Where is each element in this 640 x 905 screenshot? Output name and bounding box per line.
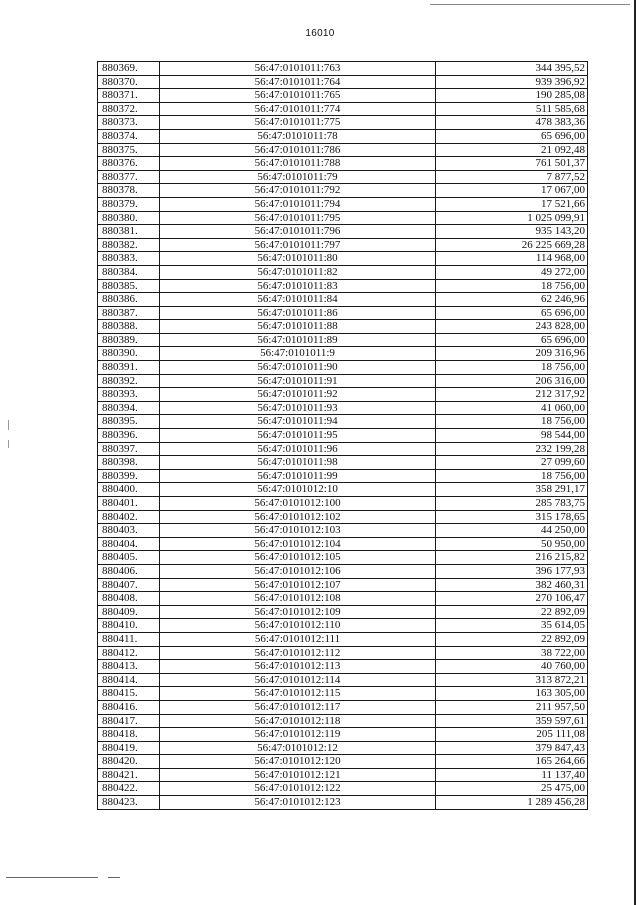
cadastral-number-cell: 56:47:0101011:764 [160, 75, 436, 89]
value-cell: 165 264,66 [436, 755, 588, 769]
cadastral-number-cell: 56:47:0101012:120 [160, 755, 436, 769]
row-number-cell: 880393. [98, 388, 160, 402]
table-row [98, 333, 588, 347]
cadastral-number-cell: 56:47:0101012:122 [160, 782, 436, 796]
cadastral-value-table [97, 61, 588, 810]
table-row [98, 728, 588, 742]
value-cell: 1 289 456,28 [436, 796, 588, 810]
table-row [98, 592, 588, 606]
table-row [98, 116, 588, 130]
table-row [98, 89, 588, 103]
table-row [98, 279, 588, 293]
row-number-cell: 880391. [98, 361, 160, 375]
cadastral-number-cell: 56:47:0101011:91 [160, 374, 436, 388]
value-cell: 18 756,00 [436, 361, 588, 375]
table-row [98, 252, 588, 266]
value-cell: 232 199,28 [436, 442, 588, 456]
cadastral-number-cell: 56:47:0101011:99 [160, 469, 436, 483]
value-cell: 285 783,75 [436, 497, 588, 511]
table-row [98, 483, 588, 497]
row-number-cell: 880392. [98, 374, 160, 388]
value-cell: 44 250,00 [436, 524, 588, 538]
row-number-cell: 880375. [98, 143, 160, 157]
bottom-rule [6, 877, 98, 878]
row-number-cell: 880372. [98, 102, 160, 116]
table-row [98, 714, 588, 728]
value-cell: 761 501,37 [436, 157, 588, 171]
row-number-cell: 880370. [98, 75, 160, 89]
table-row [98, 265, 588, 279]
cadastral-number-cell: 56:47:0101011:89 [160, 333, 436, 347]
table-body [98, 62, 588, 810]
table-row [98, 170, 588, 184]
row-number-cell: 880390. [98, 347, 160, 361]
cadastral-number-cell: 56:47:0101011:80 [160, 252, 436, 266]
value-cell: 205 111,08 [436, 728, 588, 742]
value-cell: 18 756,00 [436, 279, 588, 293]
table-row [98, 741, 588, 755]
table-row [98, 782, 588, 796]
value-cell: 1 025 099,91 [436, 211, 588, 225]
cadastral-number-cell: 56:47:0101011:88 [160, 320, 436, 334]
cadastral-number-cell: 56:47:0101012:12 [160, 741, 436, 755]
table-row [98, 211, 588, 225]
row-number-cell: 880388. [98, 320, 160, 334]
row-number-cell: 880395. [98, 415, 160, 429]
table-row [98, 102, 588, 116]
value-cell: 17 521,66 [436, 197, 588, 211]
value-cell: 358 291,17 [436, 483, 588, 497]
cadastral-number-cell: 56:47:0101011:797 [160, 238, 436, 252]
value-cell: 209 316,96 [436, 347, 588, 361]
edge-mark [8, 420, 9, 430]
row-number-cell: 880411. [98, 632, 160, 646]
row-number-cell: 880377. [98, 170, 160, 184]
row-number-cell: 880384. [98, 265, 160, 279]
cadastral-number-cell: 56:47:0101012:113 [160, 660, 436, 674]
table-row [98, 497, 588, 511]
cadastral-number-cell: 56:47:0101011:774 [160, 102, 436, 116]
table-row [98, 238, 588, 252]
value-cell: 62 246,96 [436, 293, 588, 307]
cadastral-number-cell: 56:47:0101012:102 [160, 510, 436, 524]
table-row [98, 62, 588, 76]
cadastral-number-cell: 56:47:0101012:121 [160, 768, 436, 782]
cadastral-number-cell: 56:47:0101011:82 [160, 265, 436, 279]
cadastral-number-cell: 56:47:0101012:118 [160, 714, 436, 728]
table-row [98, 551, 588, 565]
table-row [98, 456, 588, 470]
top-rule [430, 4, 630, 5]
value-cell: 38 722,00 [436, 646, 588, 660]
row-number-cell: 880408. [98, 592, 160, 606]
table-row [98, 537, 588, 551]
cadastral-number-cell: 56:47:0101011:98 [160, 456, 436, 470]
row-number-cell: 880389. [98, 333, 160, 347]
row-number-cell: 880417. [98, 714, 160, 728]
cadastral-number-cell: 56:47:0101011:78 [160, 129, 436, 143]
table-row [98, 605, 588, 619]
value-cell: 40 760,00 [436, 660, 588, 674]
table-row [98, 374, 588, 388]
row-number-cell: 880414. [98, 673, 160, 687]
row-number-cell: 880371. [98, 89, 160, 103]
value-cell: 313 872,21 [436, 673, 588, 687]
table-row [98, 388, 588, 402]
row-number-cell: 880374. [98, 129, 160, 143]
value-cell: 382 460,31 [436, 578, 588, 592]
cadastral-number-cell: 56:47:0101012:106 [160, 564, 436, 578]
table-row [98, 510, 588, 524]
row-number-cell: 880386. [98, 293, 160, 307]
value-cell: 935 143,20 [436, 225, 588, 239]
cadastral-number-cell: 56:47:0101012:103 [160, 524, 436, 538]
row-number-cell: 880401. [98, 497, 160, 511]
row-number-cell: 880420. [98, 755, 160, 769]
cadastral-number-cell: 56:47:0101011:90 [160, 361, 436, 375]
row-number-cell: 880400. [98, 483, 160, 497]
row-number-cell: 880398. [98, 456, 160, 470]
table-row [98, 469, 588, 483]
row-number-cell: 880380. [98, 211, 160, 225]
cadastral-number-cell: 56:47:0101011:95 [160, 429, 436, 443]
row-number-cell: 880385. [98, 279, 160, 293]
table-row [98, 687, 588, 701]
value-cell: 98 544,00 [436, 429, 588, 443]
value-cell: 212 317,92 [436, 388, 588, 402]
table-row [98, 293, 588, 307]
row-number-cell: 880416. [98, 700, 160, 714]
cadastral-number-cell: 56:47:0101011:92 [160, 388, 436, 402]
row-number-cell: 880418. [98, 728, 160, 742]
cadastral-number-cell: 56:47:0101011:94 [160, 415, 436, 429]
row-number-cell: 880378. [98, 184, 160, 198]
cadastral-number-cell: 56:47:0101011:796 [160, 225, 436, 239]
row-number-cell: 880421. [98, 768, 160, 782]
table-row [98, 129, 588, 143]
value-cell: 18 756,00 [436, 469, 588, 483]
table-row [98, 401, 588, 415]
table-row [98, 361, 588, 375]
value-cell: 49 272,00 [436, 265, 588, 279]
table-row [98, 347, 588, 361]
page-number: 16010 [305, 28, 335, 39]
table-row [98, 673, 588, 687]
value-cell: 114 968,00 [436, 252, 588, 266]
table-row [98, 524, 588, 538]
cadastral-number-cell: 56:47:0101012:10 [160, 483, 436, 497]
value-cell: 359 597,61 [436, 714, 588, 728]
table-row [98, 578, 588, 592]
cadastral-number-cell: 56:47:0101012:100 [160, 497, 436, 511]
value-cell: 939 396,92 [436, 75, 588, 89]
row-number-cell: 880379. [98, 197, 160, 211]
value-cell: 65 696,00 [436, 306, 588, 320]
value-cell: 18 756,00 [436, 415, 588, 429]
row-number-cell: 880405. [98, 551, 160, 565]
row-number-cell: 880415. [98, 687, 160, 701]
value-cell: 7 877,52 [436, 170, 588, 184]
value-cell: 270 106,47 [436, 592, 588, 606]
cadastral-number-cell: 56:47:0101012:115 [160, 687, 436, 701]
table-row [98, 429, 588, 443]
value-cell: 21 092,48 [436, 143, 588, 157]
row-number-cell: 880382. [98, 238, 160, 252]
cadastral-number-cell: 56:47:0101011:9 [160, 347, 436, 361]
table-row [98, 700, 588, 714]
value-cell: 25 475,00 [436, 782, 588, 796]
cadastral-number-cell: 56:47:0101011:775 [160, 116, 436, 130]
cadastral-number-cell: 56:47:0101011:788 [160, 157, 436, 171]
cadastral-number-cell: 56:47:0101012:108 [160, 592, 436, 606]
table-row [98, 225, 588, 239]
table-row [98, 660, 588, 674]
row-number-cell: 880402. [98, 510, 160, 524]
cadastral-number-cell: 56:47:0101011:83 [160, 279, 436, 293]
table-row [98, 184, 588, 198]
table-row [98, 796, 588, 810]
value-cell: 206 316,00 [436, 374, 588, 388]
cadastral-number-cell: 56:47:0101012:110 [160, 619, 436, 633]
row-number-cell: 880383. [98, 252, 160, 266]
value-cell: 17 067,00 [436, 184, 588, 198]
table-row [98, 75, 588, 89]
cadastral-number-cell: 56:47:0101011:786 [160, 143, 436, 157]
cadastral-number-cell: 56:47:0101012:123 [160, 796, 436, 810]
row-number-cell: 880381. [98, 225, 160, 239]
row-number-cell: 880394. [98, 401, 160, 415]
row-number-cell: 880403. [98, 524, 160, 538]
row-number-cell: 880412. [98, 646, 160, 660]
value-cell: 50 950,00 [436, 537, 588, 551]
row-number-cell: 880409. [98, 605, 160, 619]
value-cell: 315 178,65 [436, 510, 588, 524]
row-number-cell: 880396. [98, 429, 160, 443]
row-number-cell: 880423. [98, 796, 160, 810]
row-number-cell: 880410. [98, 619, 160, 633]
value-cell: 41 060,00 [436, 401, 588, 415]
cadastral-number-cell: 56:47:0101012:114 [160, 673, 436, 687]
value-cell: 11 137,40 [436, 768, 588, 782]
row-number-cell: 880369. [98, 62, 160, 76]
value-cell: 478 383,36 [436, 116, 588, 130]
edge-mark [8, 440, 9, 448]
value-cell: 22 892,09 [436, 632, 588, 646]
page-edge-shadow [634, 0, 636, 905]
value-cell: 22 892,09 [436, 605, 588, 619]
table-row [98, 632, 588, 646]
table-row [98, 320, 588, 334]
row-number-cell: 880399. [98, 469, 160, 483]
value-cell: 65 696,00 [436, 333, 588, 347]
cadastral-number-cell: 56:47:0101012:119 [160, 728, 436, 742]
cadastral-number-cell: 56:47:0101011:794 [160, 197, 436, 211]
table-row [98, 619, 588, 633]
row-number-cell: 880407. [98, 578, 160, 592]
value-cell: 216 215,82 [436, 551, 588, 565]
value-cell: 26 225 669,28 [436, 238, 588, 252]
row-number-cell: 880422. [98, 782, 160, 796]
cadastral-number-cell: 56:47:0101012:107 [160, 578, 436, 592]
row-number-cell: 880373. [98, 116, 160, 130]
cadastral-number-cell: 56:47:0101011:795 [160, 211, 436, 225]
table-row [98, 415, 588, 429]
value-cell: 27 099,60 [436, 456, 588, 470]
cadastral-number-cell: 56:47:0101011:84 [160, 293, 436, 307]
cadastral-number-cell: 56:47:0101012:109 [160, 605, 436, 619]
cadastral-number-cell: 56:47:0101011:765 [160, 89, 436, 103]
value-cell: 379 847,43 [436, 741, 588, 755]
table-row [98, 306, 588, 320]
value-cell: 190 285,08 [436, 89, 588, 103]
cadastral-number-cell: 56:47:0101011:792 [160, 184, 436, 198]
row-number-cell: 880397. [98, 442, 160, 456]
row-number-cell: 880406. [98, 564, 160, 578]
row-number-cell: 880376. [98, 157, 160, 171]
cadastral-number-cell: 56:47:0101011:96 [160, 442, 436, 456]
cadastral-number-cell: 56:47:0101011:86 [160, 306, 436, 320]
bottom-rule-short [108, 877, 120, 878]
cadastral-number-cell: 56:47:0101011:79 [160, 170, 436, 184]
cadastral-number-cell: 56:47:0101011:763 [160, 62, 436, 76]
value-cell: 243 828,00 [436, 320, 588, 334]
value-cell: 511 585,68 [436, 102, 588, 116]
table-row [98, 442, 588, 456]
value-cell: 396 177,93 [436, 564, 588, 578]
cadastral-number-cell: 56:47:0101011:93 [160, 401, 436, 415]
value-cell: 163 305,00 [436, 687, 588, 701]
table-row [98, 768, 588, 782]
table-row [98, 755, 588, 769]
row-number-cell: 880413. [98, 660, 160, 674]
table-row [98, 564, 588, 578]
value-cell: 211 957,50 [436, 700, 588, 714]
cadastral-number-cell: 56:47:0101012:112 [160, 646, 436, 660]
row-number-cell: 880387. [98, 306, 160, 320]
value-cell: 65 696,00 [436, 129, 588, 143]
table-row [98, 646, 588, 660]
value-cell: 35 614,05 [436, 619, 588, 633]
value-cell: 344 395,52 [436, 62, 588, 76]
table-row [98, 157, 588, 171]
cadastral-number-cell: 56:47:0101012:105 [160, 551, 436, 565]
cadastral-number-cell: 56:47:0101012:104 [160, 537, 436, 551]
row-number-cell: 880419. [98, 741, 160, 755]
cadastral-number-cell: 56:47:0101012:111 [160, 632, 436, 646]
cadastral-number-cell: 56:47:0101012:117 [160, 700, 436, 714]
row-number-cell: 880404. [98, 537, 160, 551]
table-row [98, 197, 588, 211]
table-row [98, 143, 588, 157]
